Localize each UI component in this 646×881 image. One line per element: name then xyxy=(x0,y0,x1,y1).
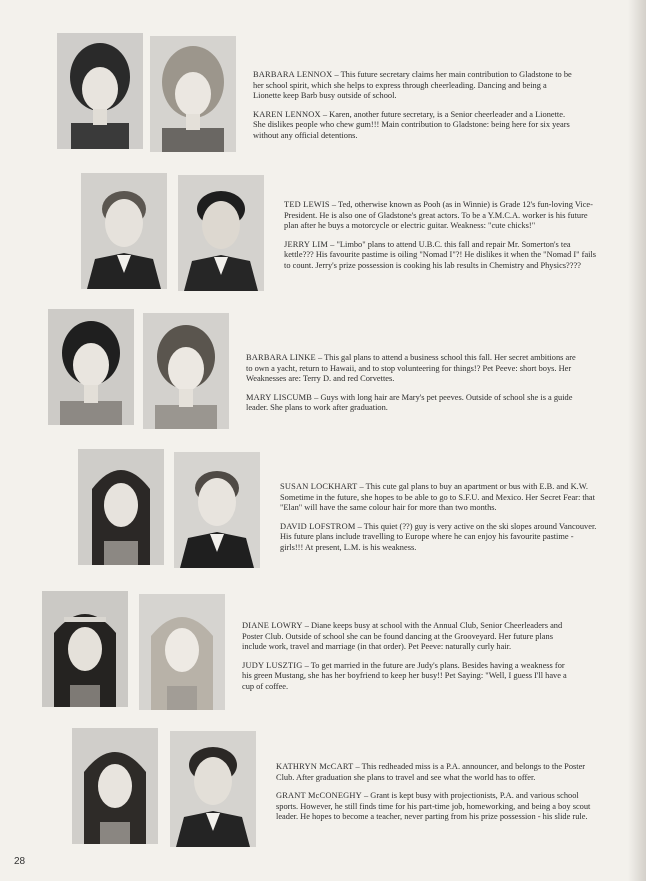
bio-block xyxy=(253,70,573,150)
portrait-girl-light-short-icon xyxy=(143,313,229,429)
bio-entry xyxy=(276,791,598,823)
bio-block xyxy=(280,482,598,562)
student-name: SUSAN LOCKHART xyxy=(280,482,358,491)
bio-block xyxy=(242,621,572,701)
student-name: KAREN LENNOX xyxy=(253,109,321,119)
student-name: DAVID LOFSTROM xyxy=(280,521,356,531)
portrait-photo xyxy=(143,313,229,429)
portrait-photo xyxy=(178,175,264,291)
bio-entry xyxy=(280,522,598,554)
bio-text: – This cute gal plans to buy an apartment or bus with E.B. and K.W. Sometime in the future, she hopes to be able to go to S.F.U. and Mexico. Her Secret Fear: that "Elan" will have the same colour hair for more than two months. xyxy=(280,482,595,513)
bio-entry xyxy=(242,661,572,693)
portrait-girl-dark-short-icon xyxy=(48,309,134,425)
bio-entry xyxy=(276,762,598,783)
bio-entry xyxy=(253,110,573,142)
bio-block xyxy=(246,353,578,422)
bio-text: – Karen, another future secretary, is a Senior cheerleader and a Lionette. She dislikes people who chew gum!!! Main contribution to Gladstone: being here for six years without any official detentions. xyxy=(253,109,570,140)
bio-text: – "Limbo" plans to attend U.B.C. this fall and repair Mr. Somerton's tea kettle??? His favourite pastime is oiling "Nomad I"?! He dislikes it when the "Nomad I" fails to count. Jerry's prize possession is cooking his lab results in Chemistry and Physics???? xyxy=(284,239,597,270)
bio-entry xyxy=(253,70,573,102)
student-name: JERRY LIM xyxy=(284,239,329,249)
portrait-photo xyxy=(170,731,256,847)
student-name: JUDY LUSZTIG xyxy=(242,660,303,670)
bio-entry xyxy=(246,353,578,385)
bio-entry xyxy=(280,482,598,514)
bio-text: – This future secretary claims her main contribution to Gladstone to be her school spirit, which she helps to express through cheerleading. Dancing and being a Lionette keep Barb busy outside of school. xyxy=(253,70,572,101)
bio-text: – To get married in the future are Judy's plans. Besides having a weakness for his green Mustang, she has her boyfriend to keep her busy!! Pet Saying: "Well, I guess I'll have a cup of coffee. xyxy=(242,660,567,691)
portrait-photo xyxy=(174,452,260,568)
bio-text: – Diane keeps busy at school with the Annual Club, Senior Cheerleaders and Poster Club. Outside of school she can be found dancing at the Grooveyard. Her future plans include work, travel and marriage (in that order). Pet Peeve: naturally curly hair. xyxy=(242,621,563,652)
portrait-photo xyxy=(72,728,158,844)
portrait-girl-long-dark-icon xyxy=(78,449,164,565)
student-name: KATHRYN McCART xyxy=(276,762,354,771)
page-number: 28 xyxy=(14,856,26,867)
portrait-girl-long-blonde-icon xyxy=(139,594,225,710)
portrait-photo xyxy=(57,33,143,149)
bio-text: – This gal plans to attend a business school this fall. Her secret ambitions are to own a yacht, return to Hawaii, and to stop volunteering for things!? Pet Peeve: short boys. Her Weaknesses are: Terry D. and red Corvettes. xyxy=(246,353,576,384)
portrait-photo xyxy=(81,173,167,289)
bio-text: – Grant is kept busy with projectionists, P.A. and various school sports. However, he still finds time for his part-time job, homeworking, and being a boy scout leader. He hopes to become a teacher, never parting from his prize possession - his slide rule. xyxy=(276,791,591,822)
bio-block xyxy=(284,200,602,280)
student-name: BARBARA LINKE xyxy=(246,353,316,362)
bio-block xyxy=(276,762,598,831)
bio-entry xyxy=(246,393,578,414)
bio-text: – This quiet (??) guy is very active on the ski slopes around Vancouver. His future plans include travelling to Europe where he can enjoy his favourite pastime - girls!!! At present, L.M. is his weakness. xyxy=(280,521,597,552)
student-name: MARY LISCUMB xyxy=(246,392,313,402)
portrait-girl-bangs-light-icon xyxy=(150,36,236,152)
student-name: TED LEWIS xyxy=(284,200,330,209)
portrait-boy-suit-dark-hair-icon xyxy=(178,175,264,291)
bio-entry xyxy=(284,240,602,272)
portrait-photo xyxy=(139,594,225,710)
portrait-photo xyxy=(48,309,134,425)
portrait-boy-suit-dark-combed-icon xyxy=(170,731,256,847)
portrait-girl-headband-dark-icon xyxy=(42,591,128,707)
portrait-boy-suit-parted-icon xyxy=(174,452,260,568)
portrait-boy-suit-light-hair-icon xyxy=(81,173,167,289)
bio-text: – Ted, otherwise known as Pooh (as in Winnie) is Grade 12's fun-loving Vice-President. He is also one of Gladstone's great actors. To be a Y.M.C.A. worker is his future plan after he buys a motorcycle or electric guitar. Weakness: "cute chicks!" xyxy=(284,200,593,231)
portrait-photo xyxy=(150,36,236,152)
bio-entry xyxy=(242,621,572,653)
bio-text: – Guys with long hair are Mary's pet peeves. Outside of school she is a guide leader. She plans to work after graduation. xyxy=(246,392,573,413)
portrait-photo xyxy=(42,591,128,707)
student-name: BARBARA LENNOX xyxy=(253,70,333,79)
student-name: GRANT McCONEGHY xyxy=(276,791,362,801)
portrait-photo xyxy=(78,449,164,565)
page-edge-shadow xyxy=(628,0,646,881)
bio-text: – This redheaded miss is a P.A. announcer, and belongs to the Poster Club. After graduation she plans to travel and see what the world has to offer. xyxy=(276,762,586,782)
portrait-girl-long-straight-icon xyxy=(72,728,158,844)
portrait-girl-bouffant-dark-icon xyxy=(57,33,143,149)
student-name: DIANE LOWRY xyxy=(242,621,303,630)
bio-entry xyxy=(284,200,602,232)
